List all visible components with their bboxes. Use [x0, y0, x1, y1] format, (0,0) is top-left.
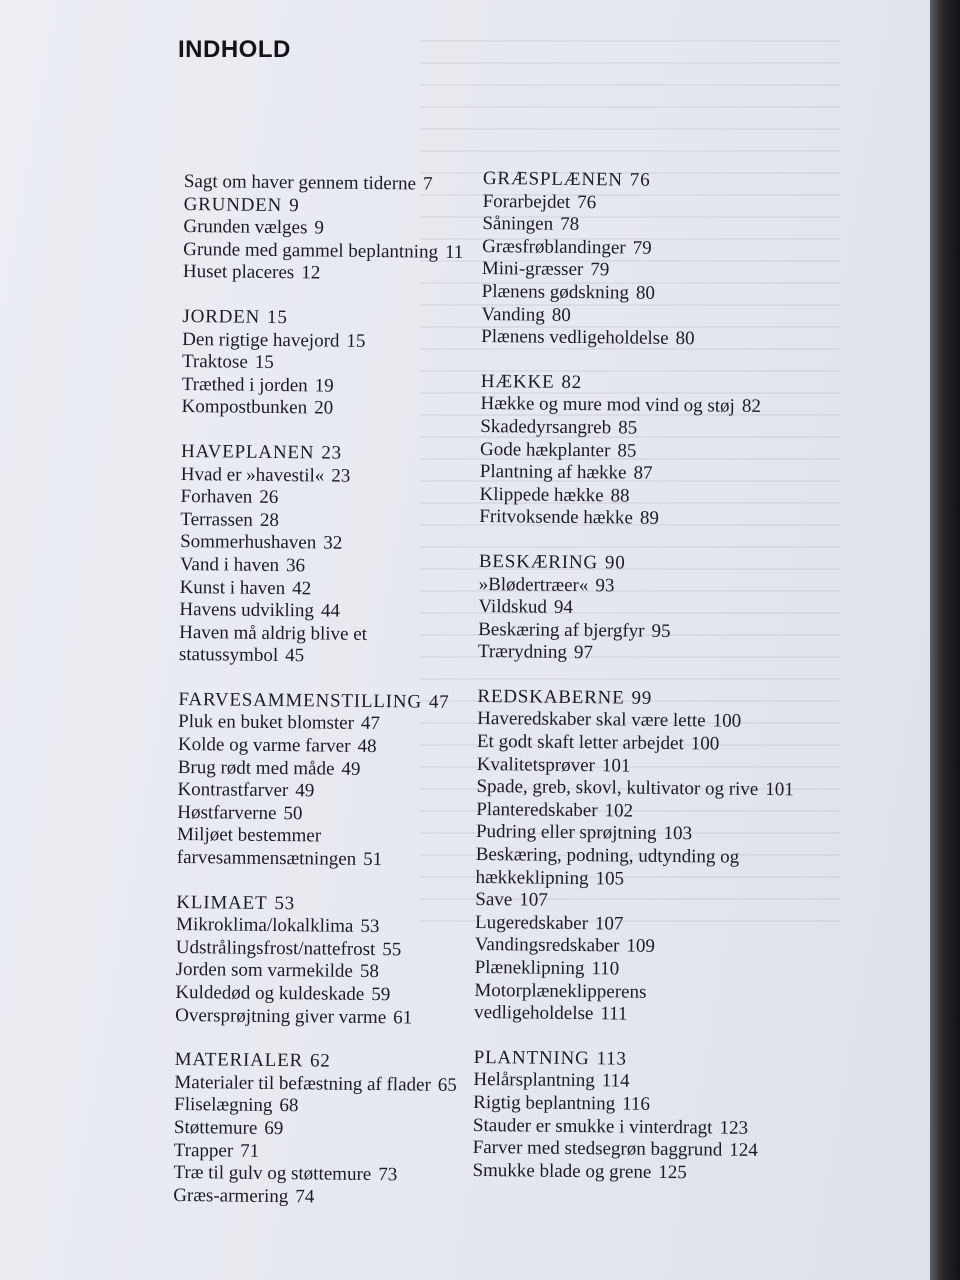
toc-section — [479, 371, 811, 533]
page-number: 9 — [289, 194, 300, 216]
entry-title: Gode hækplanter — [479, 438, 611, 461]
toc-section-heading — [176, 892, 476, 918]
entry-title: Kolde og varme farver — [177, 734, 351, 757]
page-number: 103 — [663, 823, 693, 845]
toc-entry — [475, 844, 805, 893]
entry-title: Brug rødt med måde — [177, 756, 335, 780]
page-number: 47 — [428, 691, 450, 713]
page-number: 87 — [633, 462, 653, 484]
page-number: 79 — [632, 237, 652, 259]
page-number: 61 — [393, 1006, 413, 1029]
toc-entry — [180, 486, 480, 512]
toc-section — [474, 686, 808, 1028]
section-title: GRUNDEN — [183, 193, 283, 216]
toc-section-heading — [181, 441, 481, 467]
page-number: 78 — [560, 213, 580, 236]
toc-section — [472, 1047, 803, 1186]
toc-right-column — [472, 168, 813, 1208]
entry-title: Sommerhushaven — [180, 531, 317, 554]
toc-entry — [181, 396, 481, 422]
toc-entry — [176, 937, 476, 963]
page-number: 89 — [639, 507, 660, 530]
page-number: 45 — [285, 645, 305, 667]
page-number: 11 — [444, 241, 464, 263]
section-title: FARVESAMMENSTILLING — [178, 688, 423, 713]
entry-title: Høstfarverne — [177, 801, 277, 824]
toc-section-heading — [175, 1049, 475, 1075]
entry-title: Helårsplantning — [473, 1069, 595, 1092]
page-number: 114 — [601, 1070, 630, 1092]
page-number: 101 — [601, 754, 631, 777]
toc-entry — [182, 374, 482, 400]
toc-entry — [177, 824, 477, 872]
entry-title: Klippede hække — [479, 483, 604, 506]
toc-entry — [474, 980, 804, 1029]
page-number: 9 — [314, 217, 325, 239]
toc-entry — [478, 641, 808, 667]
toc-section — [175, 892, 476, 1031]
page-number: 79 — [590, 259, 610, 281]
page-number: 44 — [320, 600, 341, 622]
page-number: 109 — [626, 935, 656, 958]
entry-title: Udstrålingsfrost/nattefrost — [175, 936, 376, 960]
page-number: 123 — [719, 1117, 749, 1139]
page-number: 28 — [259, 509, 279, 531]
entry-title: Jorden som varmekilde — [175, 959, 354, 983]
page-number: 55 — [382, 938, 402, 961]
entry-title: Støttemure — [173, 1116, 258, 1139]
page-number: 125 — [658, 1161, 687, 1183]
entry-title: Pudring eller sprøjtning — [475, 821, 657, 845]
page-number: 80 — [635, 282, 656, 304]
section-title: MATERIALER — [174, 1049, 304, 1072]
page-number: 7 — [422, 173, 433, 195]
entry-title: Motorplæneklipperens vedligeholdelse — [474, 979, 647, 1025]
entry-title: Oversprøjtning giver varme — [175, 1004, 387, 1028]
toc-entry — [175, 1005, 475, 1031]
toc-entry — [180, 531, 480, 557]
toc-entry — [178, 757, 478, 783]
toc-section — [478, 551, 809, 667]
entry-title: Lugeredskaber — [474, 911, 589, 934]
toc-entry — [176, 959, 476, 985]
page-number: 48 — [357, 735, 377, 758]
toc-section-heading — [184, 194, 484, 220]
page-number: 85 — [618, 417, 638, 439]
entry-title: Trærydning — [477, 641, 568, 664]
page-number: 47 — [360, 713, 381, 735]
page-number: 80 — [551, 304, 571, 326]
section-title: REDSKABERNE — [477, 685, 625, 709]
page-number: 12 — [301, 262, 321, 284]
entry-title: Haveredskaber skal være lette — [477, 708, 706, 732]
toc-entry — [182, 329, 482, 355]
entry-title: Hække og mure mod vind og støj — [480, 393, 736, 417]
page-number: 49 — [341, 758, 361, 780]
toc-section — [173, 1049, 475, 1210]
entry-title: Spade, greb, skovl, kultivator og rive — [476, 776, 759, 801]
entry-title: Forhaven — [180, 486, 253, 508]
page-number: 49 — [295, 780, 315, 802]
entry-title: Den rigtige havejord — [182, 328, 340, 352]
page-edge-shadow — [930, 0, 960, 1280]
page-number: 42 — [292, 577, 312, 599]
entry-title: Kunst i haven — [179, 576, 286, 599]
entry-title: Skadedyrsangreb — [480, 415, 612, 439]
entry-title: Et godt skaft letter arbejdet — [476, 731, 684, 755]
entry-title: Træ til gulv og støttemure — [173, 1162, 372, 1186]
toc-section — [179, 441, 481, 670]
toc-entry — [479, 506, 809, 532]
entry-title: Hvad er »havestil« — [180, 463, 325, 487]
toc-entry — [174, 1140, 474, 1166]
entry-title: Kompostbunken — [181, 396, 308, 419]
entry-title: Haven må aldrig blive et statussymbol — [178, 621, 368, 667]
section-title: HAVEPLANEN — [180, 440, 315, 464]
page-number: 82 — [741, 396, 762, 418]
page-number: 69 — [264, 1117, 284, 1140]
page-number: 100 — [712, 710, 742, 733]
toc-entry — [183, 261, 483, 287]
page-number: 23 — [331, 465, 351, 487]
entry-title: Huset placeres — [182, 261, 295, 284]
page-number: 93 — [595, 574, 615, 596]
toc-entry — [180, 554, 480, 580]
toc-entry — [182, 351, 482, 377]
entry-title: Vildskud — [478, 596, 548, 618]
toc-entry — [175, 982, 475, 1008]
toc-entry — [174, 1094, 474, 1120]
entry-title: Planteredskaber — [476, 798, 598, 822]
entry-title: Materialer til befæstning af flader — [174, 1071, 431, 1096]
page-number: 110 — [591, 958, 620, 980]
toc-entry — [183, 239, 483, 265]
toc-section — [177, 689, 479, 873]
page-number: 97 — [573, 642, 594, 664]
page-number: 15 — [254, 351, 274, 374]
entry-title: Smukke blade og grene — [472, 1159, 652, 1183]
page-number: 32 — [323, 532, 343, 554]
page-number: 124 — [729, 1139, 758, 1162]
page-number: 53 — [274, 892, 296, 914]
section-title: KLIMAET — [176, 891, 268, 914]
page-number: 105 — [595, 867, 625, 890]
page-number: 68 — [279, 1095, 299, 1117]
page-number: 58 — [359, 961, 380, 983]
toc-section-heading — [178, 689, 478, 715]
entry-title: Fritvoksende hække — [479, 506, 634, 529]
page-number: 102 — [604, 800, 634, 822]
entry-title: Beskæring af bjergfyr — [478, 618, 645, 642]
toc-entry — [472, 1160, 802, 1186]
section-title: BESKÆRING — [478, 550, 599, 574]
page-number: 65 — [437, 1074, 457, 1096]
entry-title: Plænens vedligeholdelse — [481, 326, 669, 350]
toc-entry — [174, 1072, 474, 1098]
toc-entry — [176, 914, 476, 940]
entry-title: Vanding — [481, 303, 545, 326]
toc-entry — [174, 1117, 474, 1143]
toc-entry — [179, 622, 479, 670]
page-number: 82 — [561, 371, 583, 393]
page-number: 19 — [314, 375, 334, 397]
toc-entry — [183, 216, 483, 242]
entry-title: Træthed i jorden — [181, 373, 308, 397]
page-number: 107 — [594, 913, 624, 935]
page-number: 73 — [378, 1164, 398, 1186]
entry-title: Plantning af hække — [479, 461, 627, 484]
toc-entry — [179, 599, 479, 625]
section-title: JORDEN — [182, 305, 261, 328]
page-number: 26 — [259, 486, 279, 509]
entry-title: Trapper — [173, 1139, 234, 1162]
page-number: 88 — [610, 485, 630, 507]
page-title: INDHOLD — [178, 36, 291, 63]
toc-section — [481, 168, 813, 352]
entry-title: Såningen — [482, 213, 554, 235]
entry-title: Terrassen — [180, 508, 253, 531]
entry-title: Grunde med gammel beplantning — [183, 238, 439, 263]
page-number: 76 — [577, 191, 597, 213]
entry-title: Stauder er smukke i vinterdragt — [472, 1114, 713, 1139]
entry-title: Rigtig beplantning — [473, 1091, 616, 1115]
entry-title: Miljøet bestemmer farvesammensætningen — [176, 824, 357, 870]
toc-entry — [180, 576, 480, 602]
toc-entry — [177, 779, 477, 805]
entry-title: Save — [475, 889, 513, 911]
page-number: 85 — [617, 439, 637, 462]
page-number: 95 — [651, 620, 671, 642]
page-number: 94 — [553, 596, 574, 619]
toc-section — [181, 306, 482, 422]
page-number: 111 — [600, 1003, 628, 1025]
entry-title: Pluk en buket blomster — [178, 711, 355, 735]
toc-entry — [180, 509, 480, 535]
page-number: 90 — [604, 552, 626, 574]
entry-title: Farver med stedsegrøn baggrund — [472, 1137, 723, 1161]
toc-entry — [173, 1185, 473, 1211]
page-number: 62 — [309, 1050, 331, 1072]
page-number: 107 — [519, 889, 548, 911]
page-number: 23 — [321, 442, 343, 464]
page-number: 59 — [371, 984, 391, 1006]
page-number: 36 — [285, 554, 306, 577]
entry-title: Fliselægning — [174, 1094, 273, 1117]
entry-title: Græsfrøblandinger — [482, 235, 626, 259]
entry-title: Grunden vælges — [183, 216, 308, 239]
entry-title: Kontrastfarver — [177, 779, 289, 802]
entry-title: Plænens gødskning — [481, 280, 630, 304]
entry-title: Kuldedød og kuldeskade — [175, 981, 365, 1005]
section-title: PLANTNING — [473, 1046, 590, 1069]
page-number: 113 — [596, 1048, 627, 1070]
page-number: 20 — [314, 397, 334, 419]
entry-title: Plæneklipning — [474, 956, 585, 980]
toc-entry — [177, 802, 477, 828]
page-number: 71 — [240, 1140, 260, 1162]
page-number: 15 — [267, 306, 288, 329]
toc-section — [183, 171, 484, 287]
entry-title: Forarbejdet — [482, 190, 571, 213]
entry-title: Mikroklima/lokalklima — [175, 914, 354, 938]
entry-title: Beskæring, podning, udtynding og hækkeklipning — [475, 843, 740, 889]
toc-entry — [181, 464, 481, 490]
entry-title: Vandingsredskaber — [474, 934, 620, 957]
section-title: GRÆSPLÆNEN — [482, 168, 623, 191]
page-number: 99 — [631, 687, 653, 709]
entry-title: Traktose — [181, 351, 248, 373]
page-number: 74 — [295, 1185, 315, 1208]
page-number: 101 — [765, 779, 794, 801]
page-number: 76 — [629, 169, 651, 191]
page-number: 50 — [283, 802, 303, 825]
page-number: 100 — [690, 733, 720, 755]
page-number: 51 — [363, 848, 383, 871]
entry-title: »Blødertræer« — [478, 573, 589, 596]
toc-entry — [173, 1162, 473, 1188]
entry-title: Mini-græsser — [481, 258, 584, 281]
toc-section-heading — [182, 306, 482, 332]
toc-entry — [178, 711, 478, 737]
toc-entry — [178, 734, 478, 760]
section-title: HÆKKE — [480, 370, 555, 393]
toc-entry — [184, 171, 484, 197]
entry-title: Havens udvikling — [179, 599, 315, 622]
entry-title: Kvalitetsprøver — [476, 753, 596, 776]
entry-title: Vand i haven — [179, 553, 280, 576]
page-number: 53 — [360, 916, 380, 938]
page-number: 80 — [675, 328, 695, 350]
entry-title: Græs-armering — [173, 1184, 289, 1207]
toc-entry — [481, 326, 811, 352]
page-number: 15 — [346, 330, 366, 352]
toc-left-column — [173, 171, 484, 1232]
page-number: 116 — [622, 1093, 651, 1115]
entry-title: Sagt om haver gennem tiderne — [183, 171, 417, 195]
